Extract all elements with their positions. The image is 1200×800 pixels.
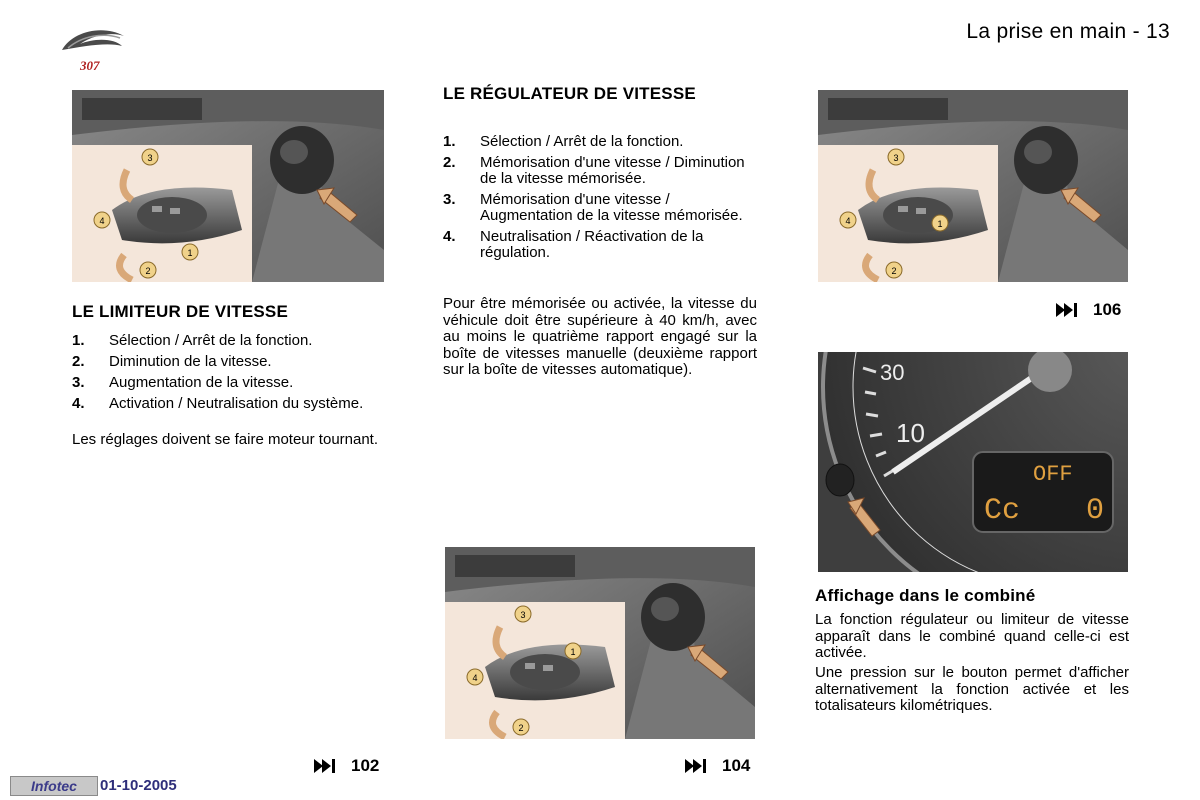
label-3: 3 — [147, 153, 153, 163]
dial-label-10: 10 — [896, 418, 925, 448]
list-item: 3. Mémorisation d'une vitesse / Augmentation de la vitesse mémorisée. — [443, 191, 743, 224]
display-para-1: La fonction régulateur ou limiteur de vitesse apparaît dans le combiné quand celle-ci est activée. — [815, 611, 1129, 661]
limiter-note: Les réglages doivent se faire moteur tournant. — [72, 431, 379, 448]
page-title: La prise en main - 13 — [966, 20, 1170, 43]
footer-date: 01-10-2005 — [100, 777, 177, 794]
fast-forward-icon — [1055, 301, 1079, 319]
display-para-2: Une pression sur le bouton permet d'afficher alternativement la fonction activée et les totalisateurs kilométriques. — [815, 664, 1129, 714]
page-ref-106[interactable] — [1055, 300, 1121, 320]
label-4: 4 — [472, 673, 478, 683]
page-ref-number: 104 — [722, 756, 751, 775]
lcd-zero: 0 — [1086, 494, 1105, 528]
page-ref-102[interactable] — [313, 756, 379, 776]
lcd-cc: Cc — [984, 494, 1021, 528]
display-heading: Affichage dans le combiné — [815, 586, 1036, 605]
list-item: 4. Activation / Neutralisation du système. — [72, 395, 364, 412]
list-item: 3. Augmentation de la vitesse. — [72, 374, 294, 391]
regulator-stalk-photo — [445, 547, 755, 739]
list-item: 4. Neutralisation / Réactivation de la régulation. — [443, 228, 704, 261]
limiter-steps — [72, 333, 390, 417]
label-2: 2 — [891, 266, 897, 276]
fast-forward-icon — [684, 757, 708, 775]
label-4: 4 — [845, 216, 851, 226]
fast-forward-icon — [313, 757, 337, 775]
regulator-heading: LE RÉGULATEUR DE VITESSE — [443, 84, 696, 103]
label-1: 1 — [187, 248, 193, 258]
dial-label-30: 30 — [880, 360, 905, 385]
label-2: 2 — [518, 723, 524, 733]
instrument-panel-photo — [818, 352, 1128, 572]
page-ref-number: 106 — [1093, 300, 1122, 319]
footer-brand: Infotec — [10, 776, 98, 796]
lcd-off: OFF — [1033, 462, 1073, 487]
page-ref-number: 102 — [351, 756, 380, 775]
peugeot-307-logo — [58, 22, 130, 74]
label-4: 4 — [99, 216, 105, 226]
regulator-note: Pour être mémorisée ou activée, la vitesse du véhicule doit être supérieure à 40 km/h, avec au moins le quatrième rapport engagé sur la boîte de vitesses manuelle (deuxième rapport sur la boîte de vitesses automatique). — [443, 295, 757, 378]
stalk-button-photo — [818, 90, 1128, 282]
page-ref-104[interactable] — [684, 756, 750, 776]
regulator-steps — [443, 134, 759, 266]
limiter-stalk-photo — [72, 90, 384, 282]
label-2: 2 — [145, 266, 151, 276]
label-3: 3 — [520, 610, 526, 620]
list-item: 2. Mémorisation d'une vitesse / Diminution de la vitesse mémorisée. — [443, 154, 745, 187]
list-item: 1. Sélection / Arrêt de la fonction. — [443, 133, 684, 150]
list-item: 2. Diminution de la vitesse. — [72, 353, 272, 370]
label-3: 3 — [893, 153, 899, 163]
logo-text: 307 — [80, 58, 100, 73]
label-1: 1 — [570, 647, 576, 657]
limiter-heading: LE LIMITEUR DE VITESSE — [72, 302, 288, 321]
label-1: 1 — [937, 219, 943, 229]
list-item: 1. Sélection / Arrêt de la fonction. — [72, 332, 313, 349]
